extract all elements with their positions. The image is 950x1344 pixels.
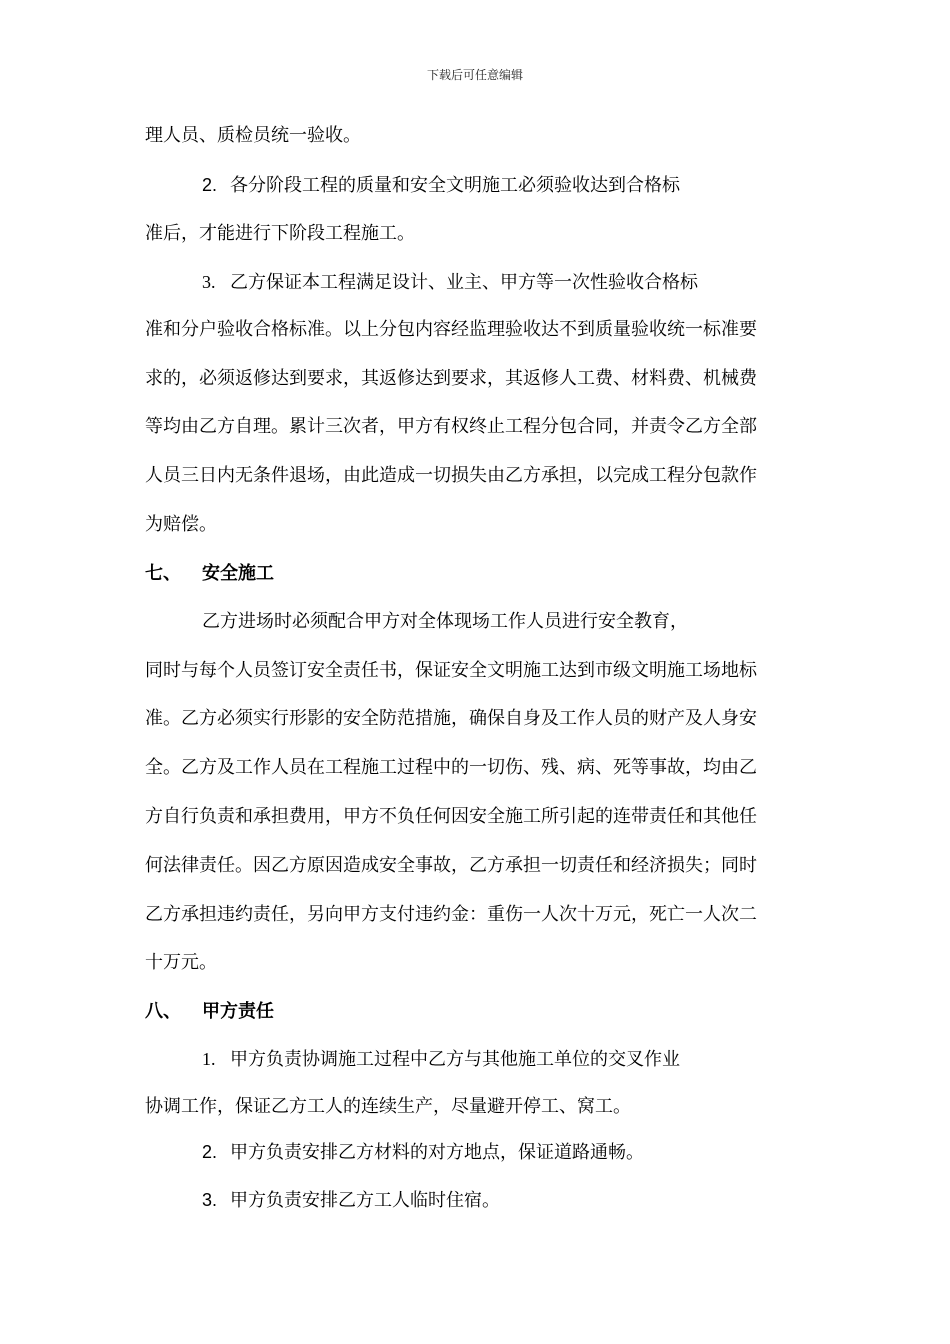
paragraph-line: 方自行负责和承担费用，甲方不负任何因安全施工所引起的连带责任和其他任 [145,806,757,827]
paragraph-line: 人员三日内无条件退场，由此造成一切损失由乙方承担，以完成工程分包款作 [145,465,757,486]
paragraph-line: 乙方承担违约责任，另向甲方支付违约金：重伤一人次十万元，死亡一人次二 [145,904,757,925]
clause-text: 甲方负责安排乙方材料的对方地点，保证道路通畅。 [230,1142,644,1163]
paragraph-line: 求的，必须返修达到要求，其返修达到要求，其返修人工费、材料费、机械费 [145,368,757,389]
paragraph-line: 准和分户验收合格标准。以上分包内容经监理验收达不到质量验收统一标准要 [145,319,757,340]
clause-item [202,1140,644,1165]
paragraph-line: 全。乙方及工作人员在工程施工过程中的一切伤、残、病、死等事故，均由乙 [145,757,757,778]
clause-number: 2. [202,175,218,195]
clause-item [202,173,680,198]
paragraph-line: 准。乙方必须实行形影的安全防范措施，确保自身及工作人员的财产及人身安 [145,708,757,729]
clause-number: 3. [202,272,216,292]
section-title: 安全施工 [202,563,274,584]
clause-item [202,1188,500,1213]
clause-item [202,270,698,295]
paragraph-line: 理人员、质检员统一验收。 [145,125,361,146]
paragraph-line: 等均由乙方自理。累计三次者，甲方有权终止工程分包合同，并责令乙方全部 [145,416,757,437]
clause-text: 各分阶段工程的质量和安全文明施工必须验收达到合格标 [230,175,680,196]
clause-item [202,1047,680,1072]
clause-number: 2. [202,1142,218,1162]
section-heading [145,562,274,586]
clause-number: 1. [202,1049,216,1069]
section-number: 八、 [145,1001,181,1022]
clause-text: 乙方保证本工程满足设计、业主、甲方等一次性验收合格标 [230,272,698,293]
paragraph-line: 十万元。 [145,952,217,973]
paragraph-line: 同时与每个人员签订安全责任书，保证安全文明施工达到市级文明施工场地标 [145,660,757,681]
paragraph-line: 准后，才能进行下阶段工程施工。 [145,223,415,244]
clause-number: 3. [202,1190,218,1210]
clause-text: 甲方负责协调施工过程中乙方与其他施工单位的交叉作业 [230,1049,680,1070]
paragraph-line: 协调工作，保证乙方工人的连续生产，尽量避开停工、窝工。 [145,1096,631,1117]
paragraph-line: 乙方进场时必须配合甲方对全体现场工作人员进行安全教育， [202,611,688,632]
paragraph-line: 为赔偿。 [145,514,217,535]
page-header: 下载后可任意编辑 [426,68,523,82]
section-heading [145,1000,274,1024]
section-title: 甲方责任 [202,1001,274,1022]
section-number: 七、 [145,563,181,584]
clause-text: 甲方负责安排乙方工人临时住宿。 [230,1190,500,1211]
paragraph-line: 何法律责任。因乙方原因造成安全事故，乙方承担一切责任和经济损失；同时 [145,855,757,876]
